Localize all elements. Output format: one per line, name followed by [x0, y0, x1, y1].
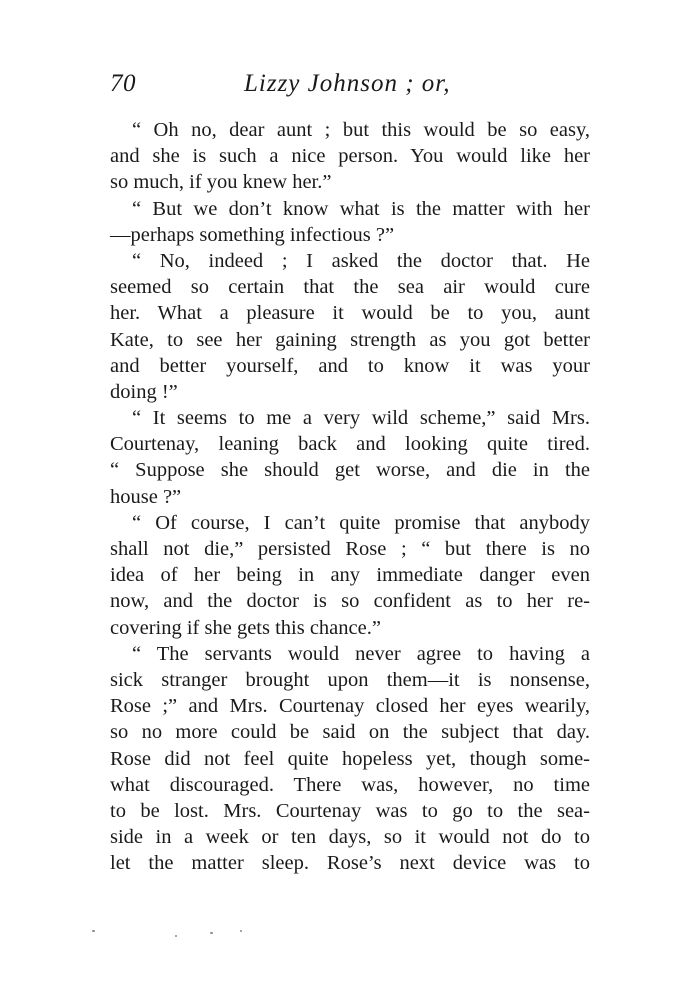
text-line: let the matter sleep. Rose’s next device was to [110, 852, 590, 875]
text-line: to be lost. Mrs. Courtenay was to go to the sea- [110, 799, 590, 822]
text-line: “ Of course, I can’t quite promise that anybody [132, 511, 590, 534]
text-line: sick stranger brought upon them—it is nonsense, [110, 668, 590, 691]
body-text [110, 117, 590, 876]
text-line: her. What a pleasure it would be to you, aunt [110, 302, 590, 325]
text-line: so no more could be said on the subject that day. [110, 721, 590, 744]
text-line: “ The servants would never agree to having a [132, 642, 590, 665]
page-number: 70 [110, 70, 136, 97]
text-line: now, and the doctor is so confident as to her re- [110, 590, 590, 613]
text-line: “ Suppose she should get worse, and die in the [110, 459, 590, 482]
text-line: “ But we don’t know what is the matter with her [132, 197, 590, 220]
text-line: covering if she gets this chance.” [110, 616, 381, 639]
text-line: and she is such a nice person. You would like her [110, 145, 590, 168]
text-line: “ Oh no, dear aunt ; but this would be so easy, [132, 119, 590, 141]
paper-speck [175, 935, 177, 937]
text-line: doing !” [110, 380, 178, 403]
text-line: so much, if you knew her.” [110, 171, 332, 194]
text-line: “ It seems to me a very wild scheme,” said Mrs. [132, 407, 590, 430]
paper-speck [240, 930, 242, 932]
text-line: and better yourself, and to know it was your [110, 354, 590, 377]
text-line: Rose did not feel quite hopeless yet, though some- [110, 747, 590, 770]
text-line: Kate, to see her gaining strength as you got better [110, 328, 590, 351]
paper-speck [92, 930, 95, 932]
text-line: side in a week or ten days, so it would not do to [110, 826, 590, 849]
text-line: seemed so certain that the sea air would cure [110, 276, 590, 299]
text-line: Rose ;” and Mrs. Courtenay closed her eyes wearily, [110, 695, 590, 718]
paper-speck [210, 932, 213, 934]
running-title: Lizzy Johnson ; or, [244, 70, 451, 97]
text-line: idea of her being in any immediate danger even [110, 564, 590, 587]
text-line: what discouraged. There was, however, no time [110, 773, 590, 796]
text-line: house ?” [110, 485, 182, 508]
text-line: “ No, indeed ; I asked the doctor that. He [132, 249, 590, 272]
text-line: Courtenay, leaning back and looking quite tired. [110, 433, 590, 456]
text-line: shall not die,” persisted Rose ; “ but there is no [110, 538, 590, 560]
running-head [110, 70, 590, 102]
text-line: —perhaps something infectious ?” [110, 223, 395, 246]
